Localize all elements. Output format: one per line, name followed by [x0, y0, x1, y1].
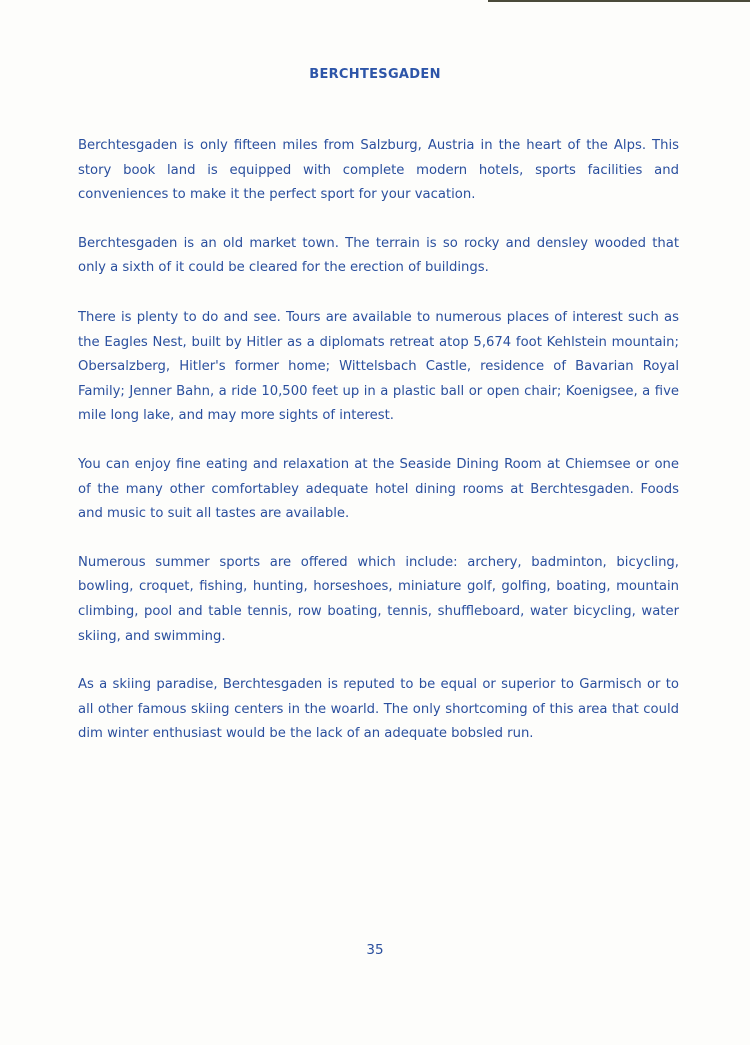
page-number: 35	[366, 942, 384, 958]
paragraph-intro: Berchtesgaden is only fifteen miles from Salzburg, Austria in the heart of the Alps. This story book land is equipped with complete modern hotels, sports facilities and conveniences to make it the perfect sport for your vacation.	[78, 138, 679, 203]
top-edge-rule	[488, 0, 750, 2]
paragraph-dining: You can enjoy fine eating and relaxation at the Seaside Dining Room at Chiemsee or one of the many other comfortabley adequate hotel dining rooms at Berchtesgaden. Foods and music to suit all tastes are available.	[78, 456, 679, 522]
page-title: BERCHTESGADEN	[309, 66, 441, 82]
paragraph-market-town: Berchtesgaden is an old market town. The terrain is so rocky and densley wooded that only a sixth of it could be cleared for the erection of buildings.	[78, 235, 679, 276]
body-text	[78, 134, 679, 773]
paragraph-tours: There is plenty to do and see. Tours are available to numerous places of interest such as the Eagles Nest, built by Hitler as a diplomats retreat atop 5,674 foot Kehlstein mountain; Obersalzberg, Hitler's former home; Wittelsbach Castle, residence of Bavarian Royal Family; Jenner Bahn, a ride 10,500 feet up in a plastic ball or open chair; Koenigsee, a five mile long lake, and may more sights of interest.	[78, 309, 679, 424]
paragraph-skiing: As a skiing paradise, Berchtesgaden is reputed to be equal or superior to Garmisch or to all other famous skiing centers in the woarld. The only shortcoming of this area that could dim winter enthusiast would be the lack of an adequate bobsled run.	[78, 677, 679, 742]
paragraph-summer-sports: Numerous summer sports are offered which include: archery, badminton, bicycling, bowling, croquet, fishing, hunting, horseshoes, miniature golf, golfing, boating, mountain climbing, pool and table tennis, row boating, tennis, shuffleboard, water bicycling, water skiing, and swimming.	[78, 554, 679, 644]
